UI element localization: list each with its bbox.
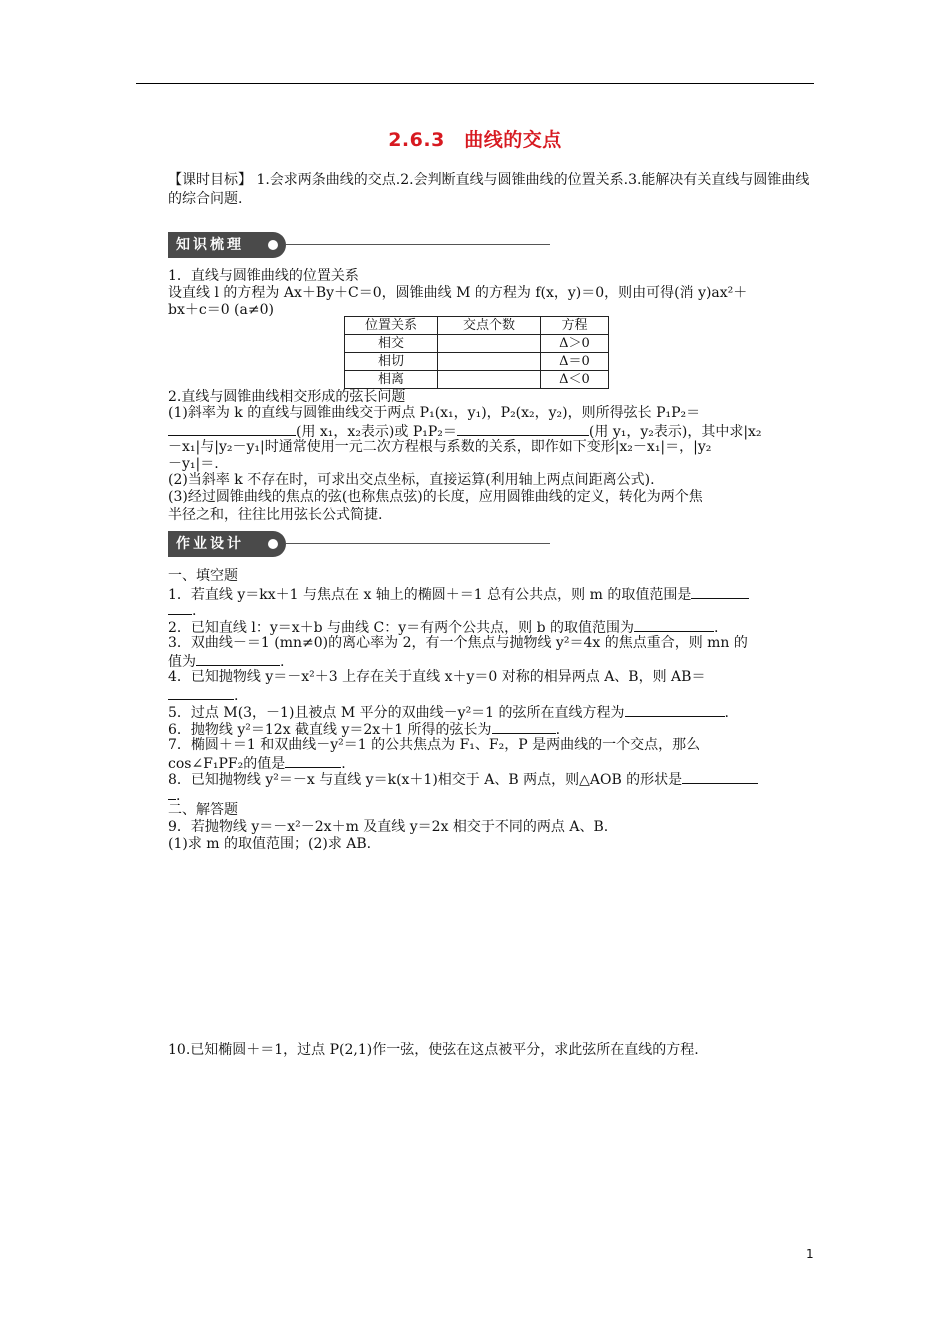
table-cell: Δ＞0 [541,335,609,353]
text-fragment: . [176,788,181,804]
section-dot-icon [268,539,278,549]
table-cell [438,335,541,353]
answer-blank[interactable] [682,769,758,784]
answer-blank[interactable] [625,702,725,717]
part1-heading: 一、填空题 [168,568,238,584]
table-header-cell: 方程 [541,317,609,335]
text-fragment: . [192,603,197,619]
table-cell: 相离 [345,371,438,389]
section-rule [286,244,550,245]
answer-blank[interactable] [168,421,296,436]
question-text: 5．过点 M(3，－1)且被点 M 平分的双曲线－y²＝1 的弦所在直线方程为 [168,705,625,721]
lesson-goal [168,171,816,209]
question-text: 6．抛物线 y²＝12x 截直线 y＝2x＋1 所得的弦长为 [168,722,492,738]
knowledge-item-2-line7: 半径之和，往往比用弦长公式简捷. [168,507,383,523]
answer-blank[interactable] [691,584,749,599]
knowledge-item-2-line4: －y₁|＝. [168,456,219,472]
header-rule [136,83,814,84]
question-3-line1: 3．双曲线－＝1 (mn≠0)的离心率为 2，有一个焦点与抛物线 y²＝4x 的焦点重合，则 mn 的 [168,635,748,651]
answer-blank[interactable] [168,785,176,800]
goal-label: 【课时目标】 [168,172,252,188]
answer-blank[interactable] [285,753,341,768]
text-fragment: . [555,722,561,738]
table-cell: 相切 [345,353,438,371]
table-header-row [345,317,609,335]
knowledge-item-2-title: 2.直线与圆锥曲线相交形成的弦长问题 [168,389,406,405]
knowledge-item-2-line3: －x₁|与|y₂－y₁|时通常使用一元二次方程根与系数的关系，即作如下变形|x₂－x₁|＝，|y₂ [168,439,712,455]
section-homework-label: 作业设计 [168,531,286,557]
knowledge-item-1-title: 1．直线与圆锥曲线的位置关系 [168,268,359,284]
table-row [345,371,609,389]
position-relation-table [344,316,609,389]
text-fragment: . [713,620,719,636]
text-fragment: . [341,756,346,772]
table-cell: Δ＝0 [541,353,609,371]
question-9-line2: (1)求 m 的取值范围；(2)求 AB. [168,836,372,852]
answer-blank[interactable] [457,421,589,436]
question-text: cos∠F₁PF₂的值是 [168,756,286,772]
text-fragment: (用 x₁，x₂表示)或 P₁P₂＝ [296,424,457,440]
knowledge-item-1-line2: bx＋c＝0 (a≠0) [168,302,274,318]
question-text: 1．若直线 y＝kx＋1 与焦点在 x 轴上的椭圆＋＝1 总有公共点，则 m 的取值范围是 [168,587,692,603]
question-7-line1: 7．椭圆＋＝1 和双曲线－y²＝1 的公共焦点为 F₁、F₂，P 是两曲线的一个交点，那么 [168,737,701,753]
goal-text: 1.会求两条曲线的交点.2.会判断直线与圆锥曲线的位置关系.3.能解决有关直线与圆锥曲线的综合问题. [168,172,810,207]
question-text: 值为 [168,654,196,670]
question-4-line1: 4．已知抛物线 y＝－x²＋3 上存在关于直线 x＋y＝0 对称的相异两点 A、B，则 AB＝ [168,669,706,685]
answer-blank[interactable] [196,651,280,666]
knowledge-item-1-line1: 设直线 l 的方程为 Ax＋By＋C＝0，圆锥曲线 M 的方程为 f(x，y)＝0，则由可得(消 y)ax²＋ [168,285,748,301]
table-header-cell: 位置关系 [345,317,438,335]
section-rule [286,543,550,544]
text-fragment: . [280,654,285,670]
text-fragment: . [234,688,239,704]
table-cell [438,371,541,389]
text-fragment: . [724,705,729,721]
knowledge-item-2-line5: (2)当斜率 k 不存在时，可求出交点坐标，直接运算(利用轴上两点间距离公式). [168,472,655,488]
question-10: 10.已知椭圆＋＝1，过点 P(2,1)作一弦，使弦在这点被平分，求此弦所在直线的方程. [168,1042,699,1058]
page-number: 1 [806,1247,814,1261]
knowledge-item-2-line1: (1)斜率为 k 的直线与圆锥曲线交于两点 P₁(x₁，y₁)，P₂(x₂，y₂)，则所得弦长 P₁P₂＝ [168,405,701,421]
knowledge-item-2-line6: (3)经过圆锥曲线的焦点的弦(也称焦点弦)的长度，应用圆锥曲线的定义，转化为两个焦 [168,489,703,505]
answer-blank[interactable] [168,685,234,700]
table-cell [438,353,541,371]
answer-blank[interactable] [168,600,192,615]
part2-heading: 二、解答题 [168,802,238,818]
section-knowledge-label: 知识梳理 [168,232,286,258]
section-dot-icon [268,240,278,250]
section-knowledge-bar [168,232,550,258]
page-title: 2.6.3 曲线的交点 [388,129,562,151]
table-header-cell: 交点个数 [438,317,541,335]
table-row [345,353,609,371]
question-9-line1: 9．若抛物线 y＝－x²－2x＋m 及直线 y＝2x 相交于不同的两点 A、B. [168,819,609,835]
text-fragment: (用 y₁，y₂表示)，其中求|x₂ [588,424,762,440]
question-text: 8．已知抛物线 y²＝－x 与直线 y＝k(x＋1)相交于 A、B 两点，则△AOB 的形状是 [168,772,683,788]
section-homework-bar [168,531,550,557]
table-row [345,335,609,353]
question-text: 2．已知直线 l：y＝x＋b 与曲线 C：y＝有两个公共点，则 b 的取值范围为 [168,620,634,636]
answer-blank[interactable] [634,617,714,632]
table-cell: 相交 [345,335,438,353]
answer-blank[interactable] [492,719,556,734]
table-cell: Δ＜0 [541,371,609,389]
